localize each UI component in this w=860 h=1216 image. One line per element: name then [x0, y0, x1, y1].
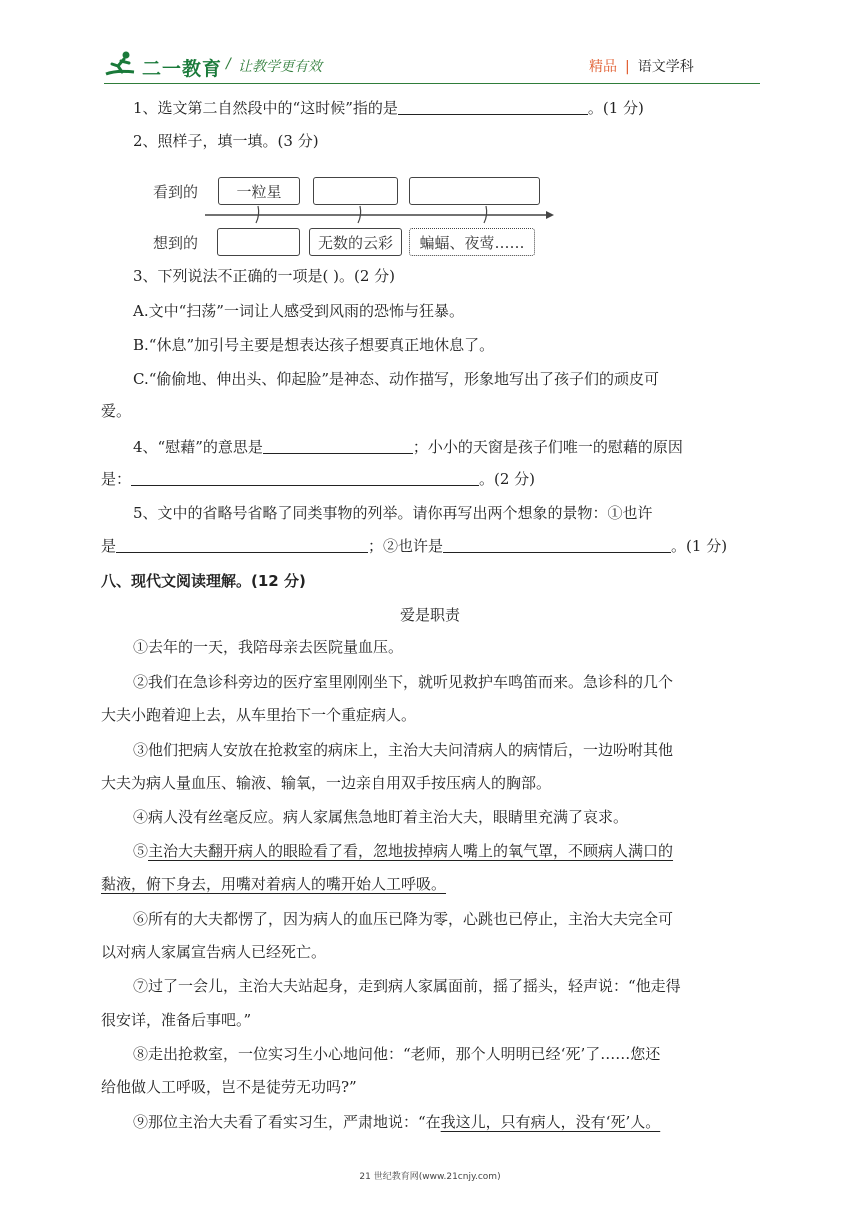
passage-p1: ①去年的一天，我陪母亲去医院量血压。	[133, 638, 404, 656]
imagined-label: 想到的	[153, 234, 199, 252]
imagined-box-1[interactable]	[217, 228, 300, 256]
question-4	[133, 437, 683, 457]
q4-suffix: 。(2 分)	[479, 470, 536, 488]
header-slogan: 让教学更有效	[238, 59, 322, 75]
q4-answer-blank-1[interactable]	[263, 439, 413, 454]
runner-logo-icon	[104, 50, 138, 78]
q5-answer-blank-1[interactable]	[116, 538, 368, 553]
passage-p4: ④病人没有丝毫反应。病人家属焦急地盯着主治大夫，眼睛里充满了哀求。	[133, 808, 629, 826]
passage-p2-line2: 大夫小跑着迎上去，从车里抬下一个重症病人。	[101, 706, 417, 724]
passage-p6-line1: ⑥所有的大夫都愣了，因为病人的血压已降为零，心跳也已停止，主治大夫完全可	[133, 910, 674, 928]
passage-p3-line1: ③他们把病人安放在抢救室的病床上，主治大夫问清病人的病情后，一边吩咐其他	[133, 741, 674, 759]
q1-text: 1、选文第二自然段中的“这时候”指的是	[133, 99, 398, 117]
passage-p7-line2: 很安详，准备后事吧。”	[101, 1011, 252, 1029]
header-divider	[104, 83, 760, 84]
q5-middle: ；②也许是	[368, 537, 444, 555]
seen-label: 看到的	[153, 183, 199, 201]
question-3: 3、下列说法不正确的一项是( )。(2 分)	[133, 267, 396, 285]
q1-suffix: 。(1 分)	[587, 99, 644, 117]
q1-answer-blank[interactable]	[398, 100, 588, 115]
q5-line-2	[101, 536, 727, 556]
p9-underlined: 我这儿，只有病人，没有‘死’人。	[440, 1113, 661, 1131]
q3-option-a: A.文中“扫荡”一词让人感受到风雨的恐怖与狂暴。	[133, 302, 464, 320]
passage-p8-line2: 给他做人工呼吸，岂不是徒劳无功吗?”	[101, 1078, 357, 1096]
q3-option-c: C.“偷偷地、伸出头、仰起脸”是神态、动作描写，形象地写出了孩子们的顽皮可	[133, 370, 660, 388]
header-right	[589, 56, 694, 76]
p5-underlined-1: 主治大夫翻开病人的眼睑看了看，忽地拔掉病人嘴上的氧气罩，不顾病人满口的	[148, 842, 674, 860]
passage-p9-line1	[133, 1112, 660, 1132]
seen-box-1: 一粒星	[218, 177, 300, 205]
q5-line2-prefix: 是	[101, 537, 117, 555]
q5-suffix: 。(1 分)	[671, 537, 728, 555]
q4-line2-prefix: 是：	[101, 470, 132, 488]
question-5: 5、文中的省略号省略了同类事物的列举。请你再写出两个想象的景物：①也许	[133, 504, 653, 522]
q4-answer-blank-2[interactable]	[131, 471, 479, 486]
passage-p5-line1	[133, 841, 673, 861]
imagined-box-3: 蝙蝠、夜莺……	[409, 228, 535, 256]
passage-p7-line1: ⑦过了一会儿，主治大夫站起身，走到病人家属面前，摇了摇头，轻声说：“他走得	[133, 977, 681, 995]
q5-answer-blank-2[interactable]	[443, 538, 671, 553]
passage-title: 爱是职责	[399, 606, 460, 624]
q3-option-b: B.“休息”加引号主要是想表达孩子想要真正地休息了。	[133, 336, 495, 354]
quality-label: 精品	[589, 59, 617, 75]
passage-p5-line2: 黏液，俯下身去，用嘴对着病人的嘴开始人工呼吸。	[101, 875, 447, 893]
seen-box-2[interactable]	[313, 177, 398, 205]
imagined-box-2: 无数的云彩	[309, 228, 402, 256]
passage-p6-line2: 以对病人家属宣告病人已经死亡。	[101, 943, 327, 961]
passage-p8-line1: ⑧走出抢救室，一位实习生小心地问他：“老师，那个人明明已经‘死’了……您还	[133, 1045, 661, 1063]
passage-p3-line2: 大夫为病人量血压、输液、输氧，一边亲自用双手按压病人的胸部。	[101, 774, 552, 792]
question-1	[133, 98, 644, 118]
section-8-heading: 八、现代文阅读理解。(12 分)	[101, 572, 306, 590]
passage-p2-line1: ②我们在急诊科旁边的医疗室里刚刚坐下，就听见救护车鸣笛而来。急诊科的几个	[133, 673, 674, 691]
q3-option-c-cont: 爱。	[101, 402, 132, 420]
p9-text: ⑨那位主治大夫看了看实习生，严肃地说：“在	[133, 1113, 441, 1131]
q4-text: 4、“慰藉”的意思是	[133, 438, 263, 456]
q4-middle: ；小小的天窗是孩子们唯一的慰藉的原因	[412, 438, 683, 456]
subject-label: 语文学科	[637, 59, 694, 75]
question-2: 2、照样子，填一填。(3 分)	[133, 132, 319, 150]
header-separator: |	[625, 59, 630, 75]
q4-line-2	[101, 469, 535, 489]
page-footer: 21 世纪教育网(www.21cnjy.com)	[359, 1172, 501, 1182]
header-slash: /	[226, 56, 231, 72]
p5-number: ⑤	[133, 842, 149, 860]
brand-logo-text: 二一教育	[142, 58, 223, 80]
seen-box-3[interactable]	[409, 177, 540, 205]
